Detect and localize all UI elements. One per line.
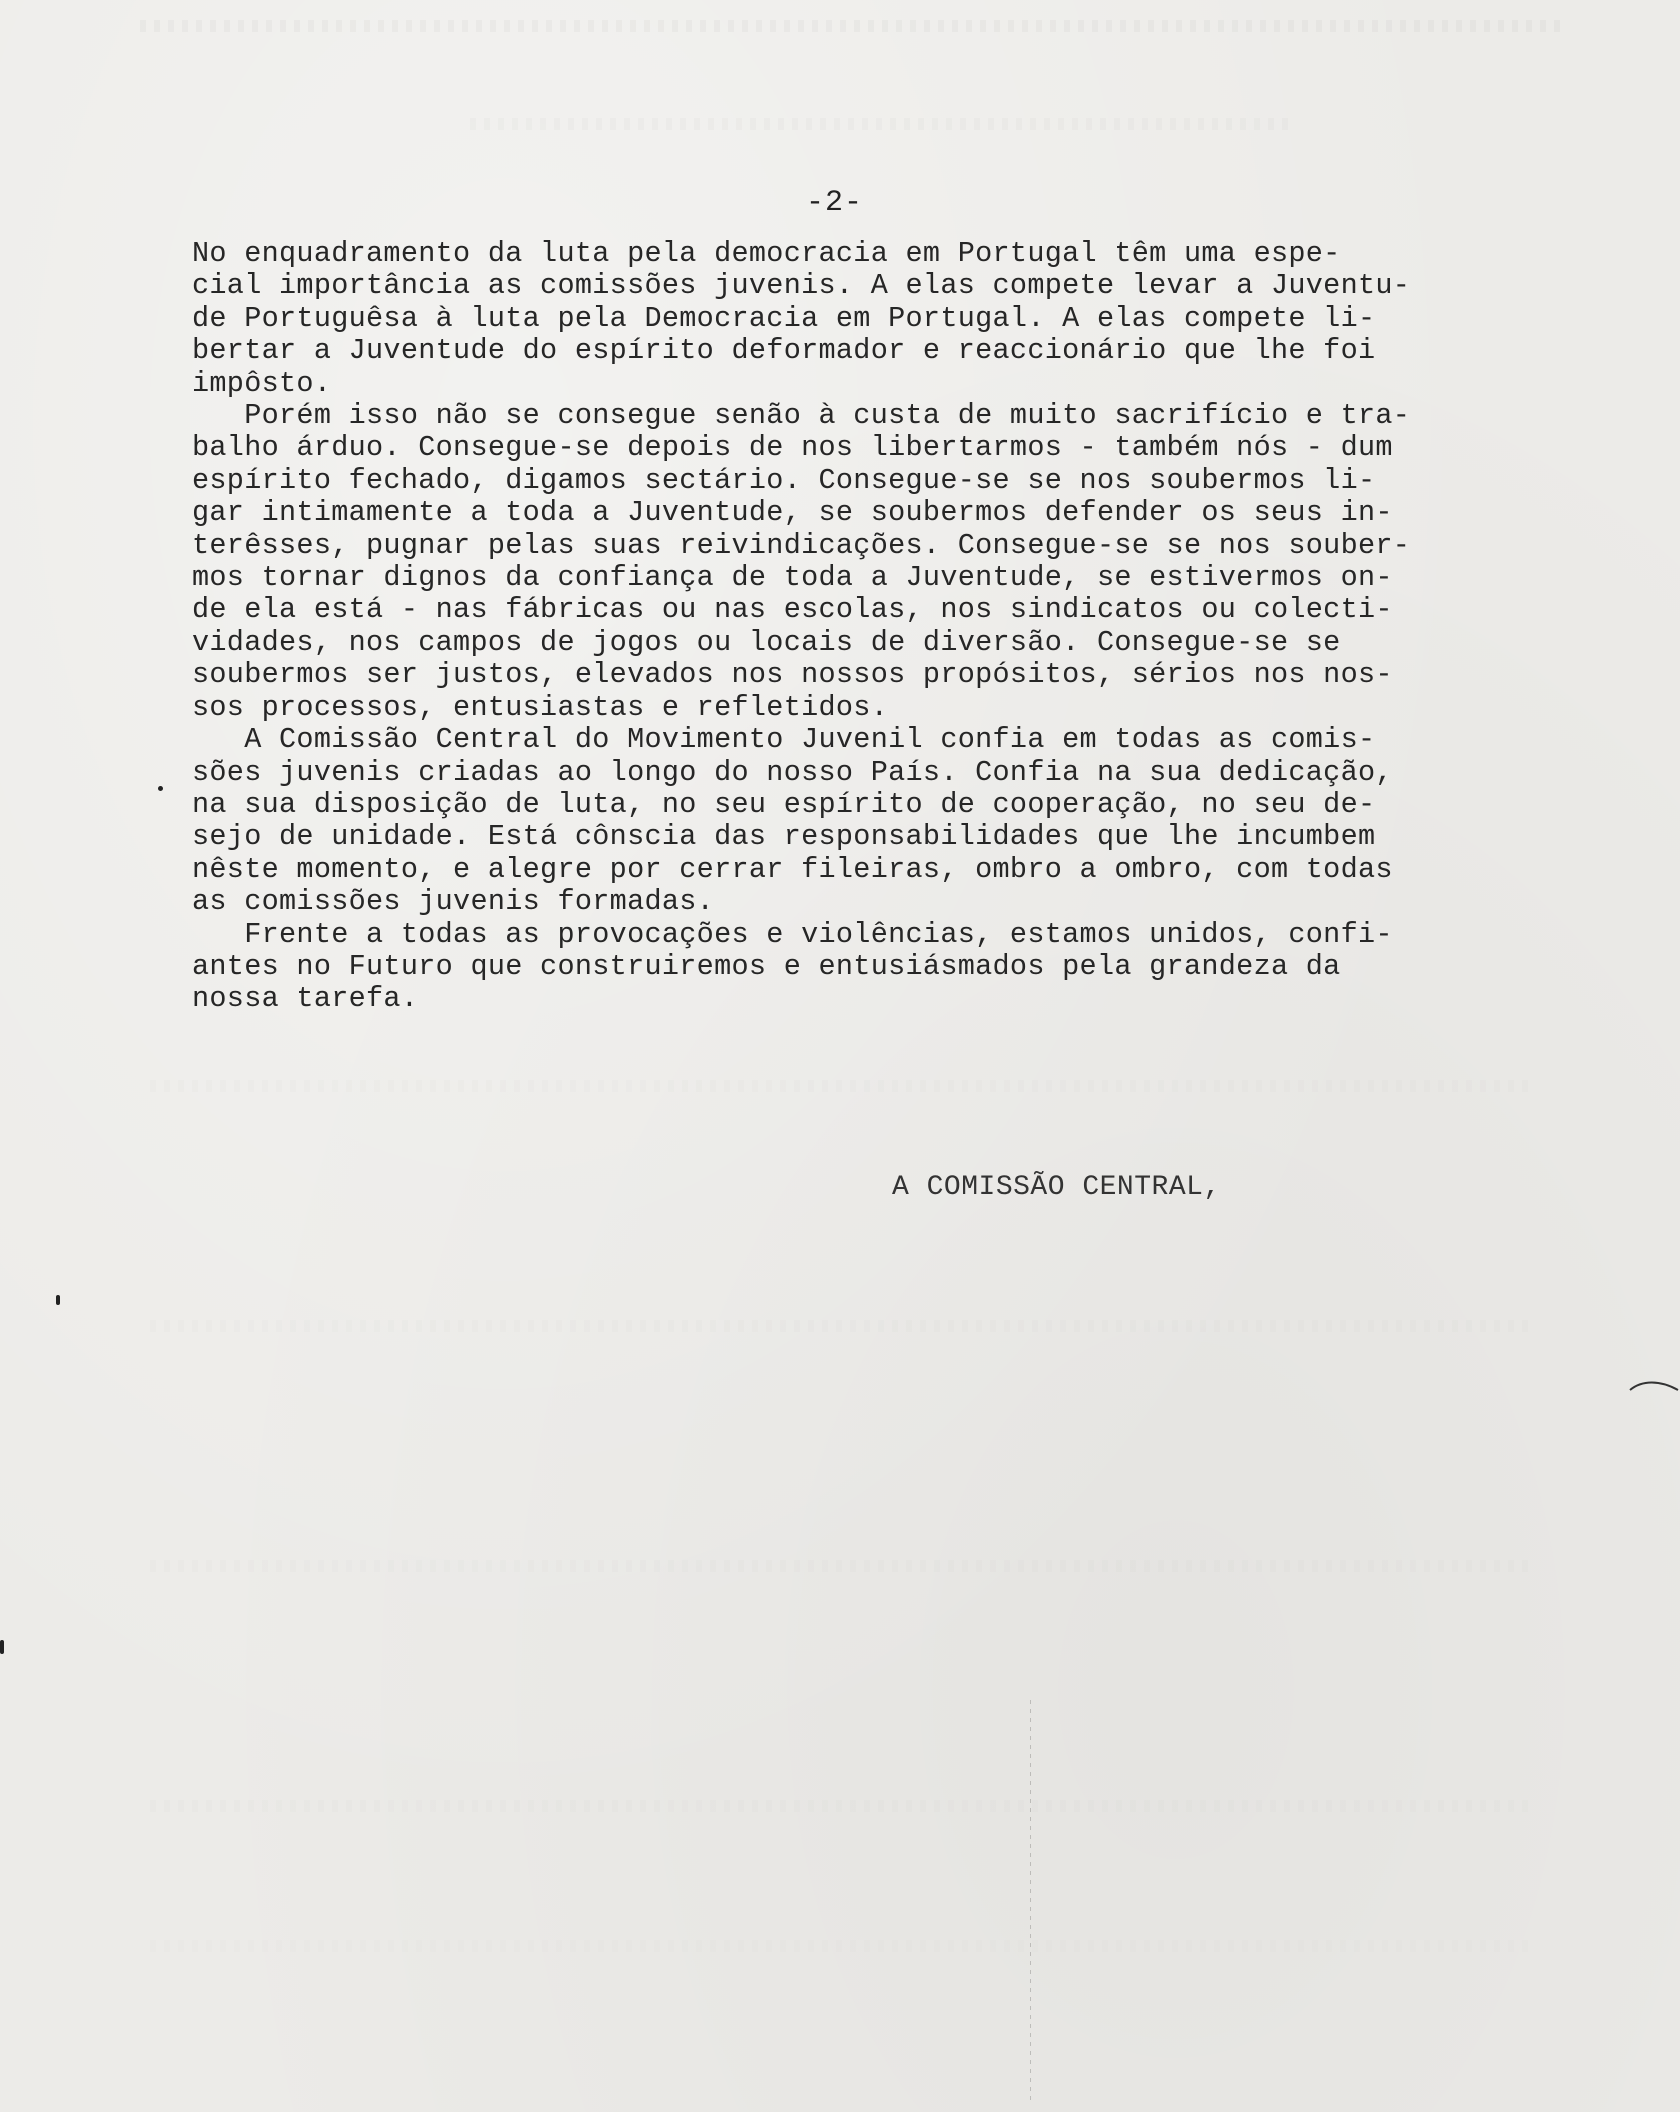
text-line: No enquadramento da luta pela democracia em Portugal têm uma espe- (192, 237, 1341, 270)
ink-speck (56, 1295, 60, 1305)
text-line: nossa tarefa. (192, 982, 419, 1016)
text-line: bertar a Juventude do espírito deformador e reaccionário que lhe foi (192, 334, 1376, 368)
text-line: as comissões juvenis formadas. (192, 885, 715, 919)
bleed-through-mark (470, 118, 1290, 130)
ink-speck (158, 786, 163, 791)
text-line: Frente a todas as provocações e violências, estamos unidos, confi- (192, 917, 1393, 951)
bleed-through-mark (140, 20, 1560, 32)
bleed-through-mark (150, 1940, 1530, 1952)
text-line: Porém isso não se consegue senão à custa de muito sacrifício e tra- (192, 399, 1411, 433)
text-line: balho árduo. Consegue-se depois de nos libertarmos - também nós - dum (192, 431, 1393, 465)
ink-speck (0, 1640, 4, 1654)
text-line: impôsto. (192, 366, 332, 400)
page-number: -2- (806, 186, 864, 220)
text-line: na sua disposição de luta, no seu espírito de cooperação, no seu de- (192, 787, 1376, 821)
text-line: terêsses, pugnar pelas suas reivindicações. Consegue-se se nos souber- (192, 528, 1411, 562)
text-line: vidades, nos campos de jogos ou locais de diversão. Consegue-se se (192, 625, 1341, 659)
text-line: espírito fechado, digamos sectário. Consegue-se se nos soubermos li- (192, 463, 1376, 497)
fold-line (1030, 1700, 1031, 2100)
text-line: nêste momento, e alegre por cerrar fileiras, ombro a ombro, com todas (192, 852, 1393, 886)
body-text (192, 238, 1562, 1016)
hair-mark-icon (1628, 1378, 1680, 1396)
text-line: mos tornar dignos da confiança de toda a Juventude, se estivermos on- (192, 561, 1393, 595)
signature: A COMISSÃO CENTRAL, (892, 1172, 1221, 1203)
bleed-through-mark (150, 1800, 1530, 1812)
text-line: cial importância as comissões juvenis. A elas compete levar a Juventu- (192, 269, 1411, 303)
text-line: sos processos, entusiastas e refletidos. (192, 690, 889, 724)
text-line: soubermos ser justos, elevados nos nossos propósitos, sérios nos nos- (192, 658, 1393, 692)
text-line: antes no Futuro que construiremos e entusiásmados pela grandeza da (192, 949, 1341, 983)
text-line: sejo de unidade. Está cônscia das responsabilidades que lhe incumbem (192, 820, 1376, 854)
text-line: de ela está - nas fábricas ou nas escolas, nos sindicatos ou colecti- (192, 593, 1393, 627)
bleed-through-mark (150, 1560, 1530, 1572)
text-line: A Comissão Central do Movimento Juvenil confia em todas as comis- (192, 723, 1376, 757)
text-line: sões juvenis criadas ao longo do nosso País. Confia na sua dedicação, (192, 755, 1393, 789)
text-line: gar intimamente a toda a Juventude, se soubermos defender os seus in- (192, 496, 1393, 530)
bleed-through-mark (150, 1080, 1530, 1092)
bleed-through-mark (150, 1320, 1530, 1332)
text-line: de Portuguêsa à luta pela Democracia em Portugal. A elas compete li- (192, 301, 1376, 335)
